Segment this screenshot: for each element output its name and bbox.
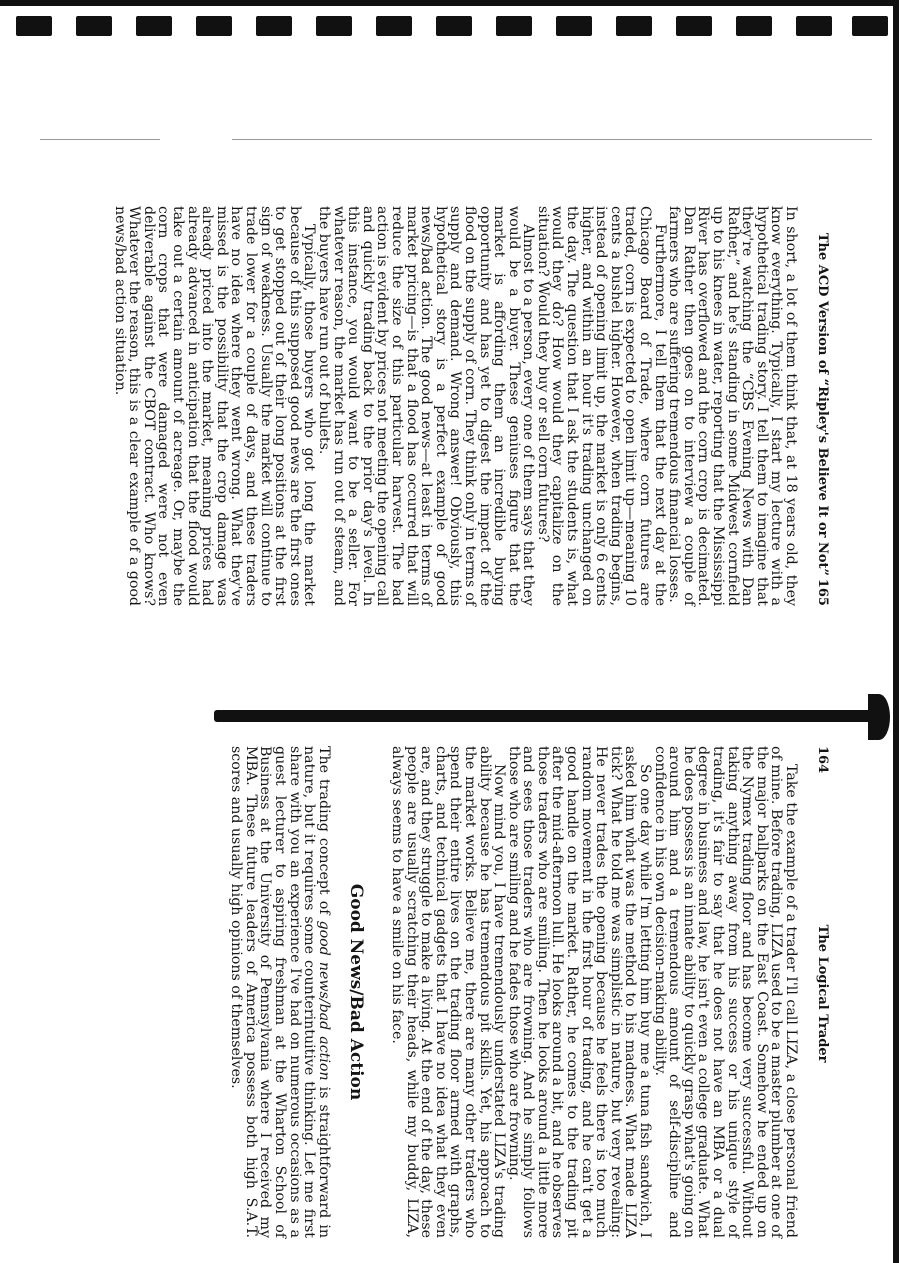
- page-header: [798, 746, 830, 1238]
- running-head: The ACD Version of “Ripley's Believe It or Not”: [815, 232, 830, 577]
- page-header: [798, 206, 830, 606]
- binding-hole: [676, 16, 712, 36]
- binding-hole: [196, 16, 232, 36]
- paragraph: [229, 746, 331, 1238]
- binding-hole: [316, 16, 352, 36]
- binding-hole: [256, 16, 292, 36]
- binding-hole: [76, 16, 112, 36]
- paragraph: Furthermore, I tell them that the next day at the Chicago Board of Trade, where corn futures are traded, corn is expected to open limit up—meaning 10 cents a bushel higher. However, when trading begins, instead of opening limit up, the market is only 6 cents higher, and within an hour it's trading unchanged on the day. The question that I ask the students is, what would they do? How would they capitalize on the situation? Would they buy or sell corn futures?: [534, 206, 668, 606]
- running-head: The Logical Trader: [815, 924, 830, 1063]
- paragraph: Take the example of a trader I'll call LIZA, a close personal friend of mine. Before trading, LIZA used to be a master plumber at one of the major ballparks on the East Coast. Somehow he ended up on the Nymex trading floor and has become very successful. Without taking anything away from his success or his unique style of trading, it's fair to say that he does not have an MBA or a dual degree in business and law, he isn't even a college graduate. What he does possess is an innate ability to quickly grasp what's going on around him and a tremendous amount of self-discipline and confidence in his own decision-making ability.: [651, 746, 799, 1238]
- paragraph: So one day while I'm letting him buy me a tuna fish sandwich, I asked him what was the method to his madness. What made LIZA tick? What he told me was simplistic in nature, but very revealing: He never trades the opening because he feels there is too much random movement in the first hour of trading, and he can't get a good handle on the market. Rather, he comes to the trading pit after the mid-afternoon lull. He looks around a bit, and he observes those traders who are smiling. Then he looks around a little more and sees those traders who are frowning. And he simply follows those who are smiling and he fades those who are frowning.: [505, 746, 654, 1238]
- paragraph-rest: is straightforward in nature, but it requires some counterintuitive thinking. Let me first share with you an experience I've had on numerous occasions as a guest lecturer to aspiring freshman at the Wharton School of Business at the University of Pennsylvania where I received my MBA. These future leaders of America possess both high S.A.T. scores and usually high opinions of themselves.: [228, 746, 332, 1238]
- binding-hole: [496, 16, 532, 36]
- binding-hole: [852, 16, 888, 36]
- scan-artifact-line: [40, 139, 160, 140]
- page-body: [112, 206, 798, 606]
- binding-hole: [376, 16, 412, 36]
- paragraph: Now mind you, I have tremendously understated LIZA's trading ability because he has tremendous pit skills. Yet, his approach to the market works. Believe me, there are many other traders who spend their entire lives on the trading floor armed with graphs, charts, and technical gadgets that I have no idea what they even are, and they struggle to make a living. At the end of the day, these people are usually scratching their heads, while my buddy, LIZA, always seems to have a smile on his face.: [388, 746, 508, 1238]
- page-165: [112, 206, 830, 606]
- binding-hole: [436, 16, 472, 36]
- book-gutter-shadow: [214, 710, 882, 722]
- page-body: [229, 746, 798, 1238]
- scan-artifact-line: [232, 139, 872, 140]
- paragraph: In short, a lot of them think that, at 18 years old, they know everything. Typically, I start my lecture with a hypothetical trading story. I tell them to imagine that they're watching the “CBS Evening News with Dan Rather,” and he's standing in some Midwest cornfield up to his knees in water, reporting that the Mississippi River has overflowed and the corn crop is decimated. Dan Rather then goes on to interview a couple of farmers who are suffering tremendous financial losses.: [666, 206, 799, 606]
- binding-hole: [136, 16, 172, 36]
- paragraph-intro: The trading concept of: [315, 746, 332, 915]
- binding-hole: [616, 16, 652, 36]
- binding-hole: [796, 16, 832, 36]
- italic-term: good news/bad action: [315, 920, 332, 1081]
- paragraph: Almost to a person, every one of them says that they would be a buyer. These geniuses figure that the market is affording them an incredible buying opportunity and has yet to digest the impact of the flood on the supply of corn. They think only in terms of supply and demand. Wrong answer! Obviously, this hypothetical story is a perfect example of good news/bad action. The good news—at least in terms of market pricing—is that a flood has occurred that will reduce the size of this particular harvest. The bad action is evident by prices not meeting the opening call and quickly trading back to the prior day's level. In this instance, you would want to be a seller. For whatever reason, the market has run out of steam, and the buyers have run out of bullets.: [316, 206, 537, 606]
- section-heading: Good News/Bad Action: [346, 883, 367, 1101]
- binding-hole: [16, 16, 52, 36]
- page-164: [229, 746, 830, 1238]
- page-number: 165: [815, 578, 830, 606]
- binding-holes: [0, 6, 899, 46]
- book-gutter-shadow-tip: [868, 694, 890, 740]
- binding-hole: [736, 16, 772, 36]
- paragraph: Typically, those buyers who got long the market because of this supposed good news are the first ones to get stopped out of their long positions at the first sign of weakness. Usually the market will continue to trade lower for a couple of days, and these traders have no idea where they went wrong. What they've missed is the possibility that the crop damage was already priced into the market, meaning prices had already advanced in anticipation that the flood would take out a certain amount of acreage. Or, maybe the corn crops that were damaged were not even deliverable against the CBOT contract. Who knows? Whatever the reason, this is a clear example of a good news/bad action situation.: [111, 206, 318, 606]
- page-number: 164: [815, 746, 830, 774]
- scan-border-right: [893, 0, 899, 1263]
- binding-hole: [556, 16, 592, 36]
